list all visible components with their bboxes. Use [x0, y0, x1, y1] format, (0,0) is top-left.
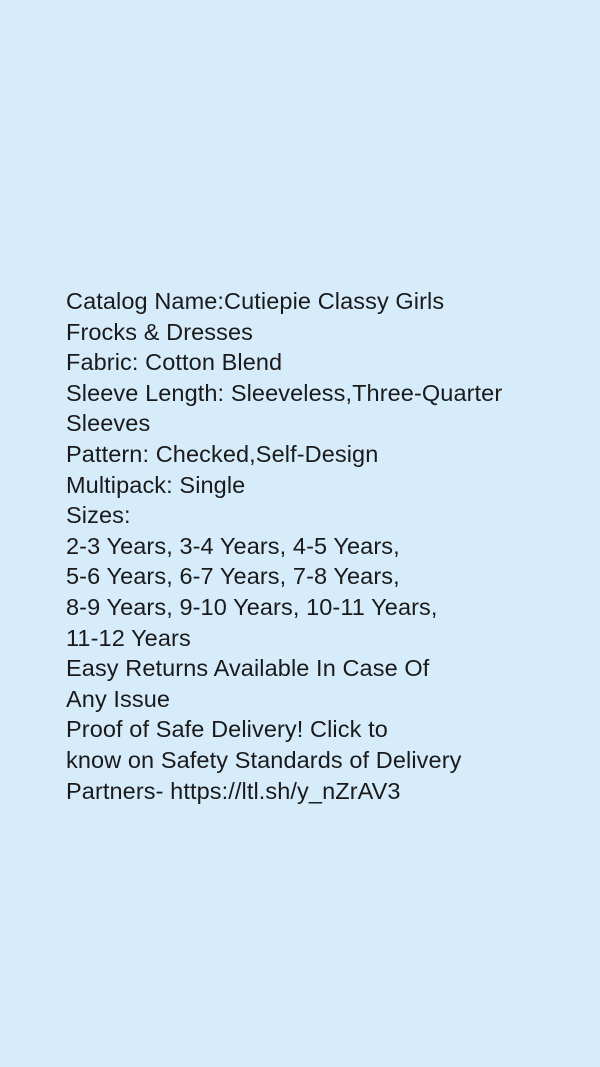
- description-line: Sleeves: [66, 410, 151, 437]
- description-line: 8-9 Years, 9-10 Years, 10-11 Years,: [66, 593, 438, 620]
- description-line: Proof of Safe Delivery! Click to: [66, 716, 388, 743]
- description-line: Multipack: Single: [66, 471, 246, 498]
- description-line: Sizes:: [66, 502, 131, 529]
- delivery-partner-link-line[interactable]: Partners- https://ltl.sh/y_nZrAV3: [66, 777, 401, 804]
- description-line: Frocks & Dresses: [66, 318, 254, 345]
- description-line: 2-3 Years, 3-4 Years, 4-5 Years,: [66, 532, 400, 559]
- catalog-description-text: [66, 286, 546, 806]
- description-line: Pattern: Checked,Self-Design: [66, 440, 379, 467]
- description-line: Any Issue: [66, 685, 171, 712]
- description-line: Easy Returns Available In Case Of: [66, 655, 430, 682]
- description-line: Fabric: Cotton Blend: [66, 349, 283, 376]
- description-line: 5-6 Years, 6-7 Years, 7-8 Years,: [66, 563, 400, 590]
- description-line: Catalog Name:Cutiepie Classy Girls: [66, 288, 445, 314]
- description-line: 11-12 Years: [66, 624, 191, 651]
- description-line: know on Safety Standards of Delivery: [66, 746, 462, 773]
- description-line: Sleeve Length: Sleeveless,Three-Quarter: [66, 379, 503, 406]
